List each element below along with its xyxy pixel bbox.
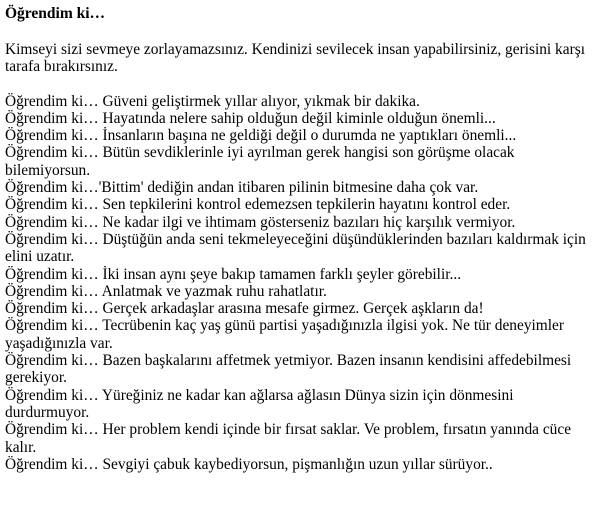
lesson-text: Ne kadar ilgi ve ihtimam gösterseniz bazıları hiç karşılık vermiyor. [98,213,516,231]
lesson-text: İki insan aynı şeye bakıp tamamen farklı şeyler görebilir... [98,265,462,283]
lesson-text: Bazen başkalarını affetmek yetmiyor. Bazen insanın kendisini affedebilmesi gerekiyor. [5,352,572,387]
lesson-text: 'Bittim' dediğin andan itibaren pilinin bitmesine daha çok var. [98,179,479,197]
intro-paragraph: Kimseyi sizi sevmeye zorlayamazsınız. Kendinizi sevilecek insan yapabilirsiniz, gerisini karşı tarafa bırakırsınız. [5,41,585,76]
list-item [5,231,595,266]
lesson-text: Bütün sevdiklerinle iyi ayrılman gerek hangisi son görüşme olacak bilemiyorsun. [5,144,515,179]
lesson-text: İnsanların başına ne geldiği değil o durumda ne yaptıkları önemli... [98,127,517,145]
list-item [5,456,595,473]
lesson-prefix: Öğrendim ki… [5,421,99,439]
list-item [5,110,595,127]
lesson-prefix: Öğrendim ki… [5,196,99,214]
lesson-prefix: Öğrendim ki… [5,300,99,318]
lesson-prefix: Öğrendim ki… [5,230,99,248]
lesson-text: Anlatmak ve yazmak ruhu rahatlatır. [98,282,327,300]
lesson-prefix: Öğrendim ki… [5,127,99,145]
list-item [5,127,595,144]
lesson-text: Her problem kendi içinde bir fırsat saklar. Ve problem, fırsatın yanında cüce kalır. [5,421,572,456]
list-item [5,144,595,179]
lesson-prefix: Öğrendim ki… [5,179,99,197]
list-item [5,421,595,456]
lesson-text: Sen tepkilerini kontrol edemezsen tepkilerin hayatını kontrol eder. [98,196,511,214]
lesson-prefix: Öğrendim ki… [5,386,99,404]
lesson-prefix: Öğrendim ki… [5,282,99,300]
list-item [5,214,595,231]
list-item [5,93,595,110]
list-item [5,196,595,213]
lesson-text: Tecrübenin kaç yaş günü partisi yaşadığınızla ilgisi yok. Ne tür deneyimler yaşadığınızla var. [5,317,564,352]
lesson-prefix: Öğrendim ki… [5,213,99,231]
list-item [5,283,595,300]
lesson-text: Gerçek arkadaşlar arasına mesafe girmez. Gerçek aşkların da! [98,300,484,318]
lessons-list [5,93,595,474]
lesson-prefix: Öğrendim ki… [5,455,99,473]
lesson-text: Düştüğün anda seni tekmeleyeceğini düşündüklerinden bazıları kaldırmak için elini uzatır. [5,230,586,266]
page-title: Öğrendim ki… [5,5,106,22]
list-item [5,179,595,196]
lesson-prefix: Öğrendim ki… [5,109,99,127]
lesson-prefix: Öğrendim ki… [5,144,99,162]
lesson-prefix: Öğrendim ki… [5,265,99,283]
lesson-text: Hayatında nelere sahip olduğun değil kiminle olduğun önemli... [98,109,496,127]
list-item [5,266,595,283]
list-item [5,317,595,352]
lesson-prefix: Öğrendim ki… [5,317,99,335]
list-item [5,300,595,317]
lesson-text: Güveni geliştirmek yıllar alıyor, yıkmak bir dakika. [98,92,420,110]
list-item [5,352,595,387]
list-item [5,387,595,422]
lesson-prefix: Öğrendim ki… [5,92,99,110]
lesson-text: Yüreğiniz ne kadar kan ağlarsa ağlasın Dünya sizin için dönmesini durdurmuyor. [5,386,514,421]
lesson-prefix: Öğrendim ki… [5,352,99,370]
lesson-text: Sevgiyi çabuk kaybediyorsun, pişmanlığın uzun yıllar sürüyor.. [98,455,493,473]
